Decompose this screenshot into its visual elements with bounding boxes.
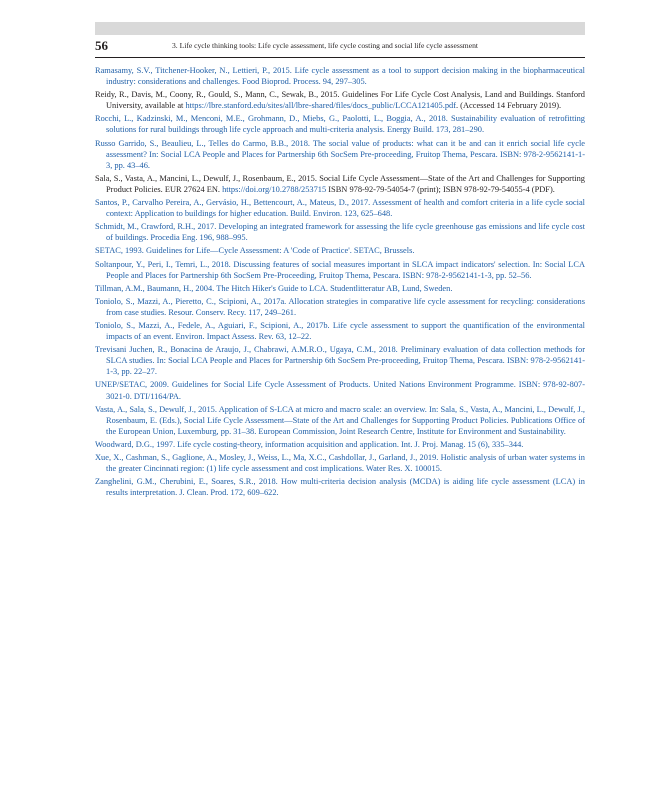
reference-item	[95, 89, 585, 111]
header-rule	[95, 57, 585, 58]
reference-item[interactable]	[95, 379, 585, 401]
reference-text: Soltanpour, Y., Peri, I., Temri, L., 2018. Discussing features of social measures important in SLCA impact indicators' selection. In: Social LCA People and Places for Partnership 6th SocSem Pre-Proceeding, Fruitop Thema, Pescara. ISBN: 978-2-9562141-1-3, pp. 52–56.	[95, 259, 585, 280]
reference-text-after: ISBN 978-92-79-54054-7 (print); ISBN 978-92-79-54055-4 (PDF).	[326, 184, 555, 194]
reference-text: Toniolo, S., Mazzi, A., Pieretto, C., Scipioni, A., 2017a. Allocation strategies in comparative life cycle assessment for recycling: considerations from case studies. Resour. Conserv. Recy. 117, 249–261.	[95, 296, 585, 317]
reference-text: Vasta, A., Sala, S., Dewulf, J., 2015. Application of S-LCA at micro and macro scale: an overview. In: Sala, S., Vasta, A., Mancini, L., Dewulf, J., Rosenbaum, E. (Eds.), Social Life Cycle Assessment—State of the Art and Challenges for Supporting Product Policies. Publications Office of the European Union, Luxemburg, pp. 31–38. European Commission, Joint Research Centre, Institute for Environment and Sustainability.	[95, 404, 585, 436]
reference-text: Tillman, A.M., Baumann, H., 2004. The Hitch Hiker's Guide to LCA. Studentlitteratur AB, Lund, Sweden.	[95, 283, 453, 293]
reference-item[interactable]	[95, 65, 585, 87]
reference-text: Reidy, R., Davis, M., Coony, R., Gould, S., Mann, C., Sewak, B., 2015. Guidelines For Life Cycle Cost Analysis, Land and Buildings. Stanford University, available at	[95, 90, 585, 111]
reference-item[interactable]	[95, 259, 585, 281]
reference-text: Zanghelini, G.M., Cherubini, E., Soares, S.R., 2018. How multi-criteria decision analysis (MCDA) is aiding life cycle assessment (LCA) in results interpretation. J. Clean. Prod. 172, 609–622.	[95, 477, 585, 498]
reference-text: SETAC, 1993. Guidelines for Life—Cycle Assessment: A 'Code of Practice'. SETAC, Brussels.	[95, 246, 415, 256]
reference-text: Schmidt, M., Crawford, R.H., 2017. Developing an integrated framework for assessing the life cycle greenhouse gas emissions and life cycle cost of buildings. Procedia Eng. 196, 988–995.	[95, 222, 585, 243]
reference-text: Woodward, D.G., 1997. Life cycle costing-theory, information acquisition and application. Int. J. Proj. Manag. 15 (6), 335–344.	[95, 439, 524, 449]
reference-text: Xue, X., Cashman, S., Gaglione, A., Mosley, J., Weiss, L., Ma, X.C., Cashdollar, J., Garland, J., 2019. Holistic analysis of urban water systems in the greater Cincinnati region: (1) life cycle assessment and cost implications. Water Res. X. 100015.	[95, 453, 585, 474]
page-number: 56	[95, 38, 108, 53]
reference-item[interactable]	[95, 404, 585, 437]
reference-item[interactable]	[95, 138, 585, 171]
reference-text: Toniolo, S., Mazzi, A., Fedele, A., Aguiari, F., Scipioni, A., 2017b. Life cycle assessment to support the quantification of the environmental impacts of an event. Environ. Impact Assess. Rev. 63, 12–22.	[95, 320, 585, 342]
reference-item[interactable]	[95, 296, 585, 318]
reference-item[interactable]	[95, 320, 585, 342]
reference-text: Ramasamy, S.V., Titchener-Hooker, N., Lettieri, P., 2015. Life cycle assessment as a tool to support decision making in the biopharmaceutical industry: considerations and challenges. Food Bioprod. Process. 94, 297–305.	[95, 66, 585, 87]
reference-url-link[interactable]: https://doi.org/10.2788/253715	[222, 184, 327, 194]
reference-list	[95, 65, 585, 500]
reference-item[interactable]	[95, 113, 585, 135]
reference-item[interactable]	[95, 197, 585, 219]
reference-item[interactable]	[95, 245, 585, 256]
reference-url-link[interactable]: https://lbre.stanford.edu/sites/all/lbre-shared/files/docs_public/LCCA121405.pdf	[185, 101, 456, 111]
reference-item[interactable]	[95, 452, 585, 474]
reference-text-after: . (Accessed 14 February 2019).	[455, 101, 562, 111]
reference-text: Rocchi, L., Kadzinski, M., Menconi, M.E., Grohmann, D., Miebs, G., Paolotti, L., Boggia, A., 2018. Sustainability evaluation of retrofitting solutions for rural buildings through life cycle approach and multi-criteria analysis. Energy Build. 173, 281–290.	[95, 114, 585, 135]
reference-item[interactable]	[95, 344, 585, 377]
reference-item[interactable]	[95, 439, 585, 450]
reference-text: Santos, P., Carvalho Pereira, A., Gervásio, H., Bettencourt, A., Mateus, D., 2017. Assessment of health and comfort criteria in a life cycle social context: Application to buildings for higher education. Build. Environ. 123, 625–648.	[95, 198, 585, 219]
header-bar	[95, 22, 585, 35]
reference-text: Trevisani Juchen, R., Bonacina de Araujo, J., Chabrawi, A.M.R.O., Ugaya, C.M., 2018. Preliminary evaluation of data collection methods for SLCA studies. In: Social LCA People and Places for Partnership 6th SocSem Pre-proceeding, Fruitop Thema, Pescara. ISBN: 978-2-9562141-1-3, pp. 22–27.	[95, 345, 585, 377]
running-head: 3. Life cycle thinking tools: Life cycle assessment, life cycle costing and social life cycle assessment	[172, 41, 478, 50]
reference-item[interactable]	[95, 476, 585, 498]
reference-text: Sala, S., Vasta, A., Mancini, L., Dewulf, J., Rosenbaum, E., 2015. Social Life Cycle Assessment—State of the Art and Challenges for Supporting Product Policies. EUR 27624 EN.	[95, 173, 585, 194]
reference-text: Russo Garrido, S., Beaulieu, L., Telles do Carmo, B.B., 2018. The social value of products: what can it be and can it enrich social life cycle assessment? In: Social LCA People and Places for Partnership 6th SocSem Pre-proceeding, Fruitop Thema, Pescara. ISBN: 978-2-9562141-1-3, pp. 43–46.	[95, 138, 585, 170]
reference-item[interactable]	[95, 221, 585, 243]
reference-item[interactable]	[95, 283, 585, 294]
reference-text: UNEP/SETAC, 2009. Guidelines for Social Life Cycle Assessment of Products. United Nations Environment Programme. ISBN: 978-92-807-3021-0. DTI/1164/PA.	[95, 380, 585, 401]
reference-item	[95, 173, 585, 195]
